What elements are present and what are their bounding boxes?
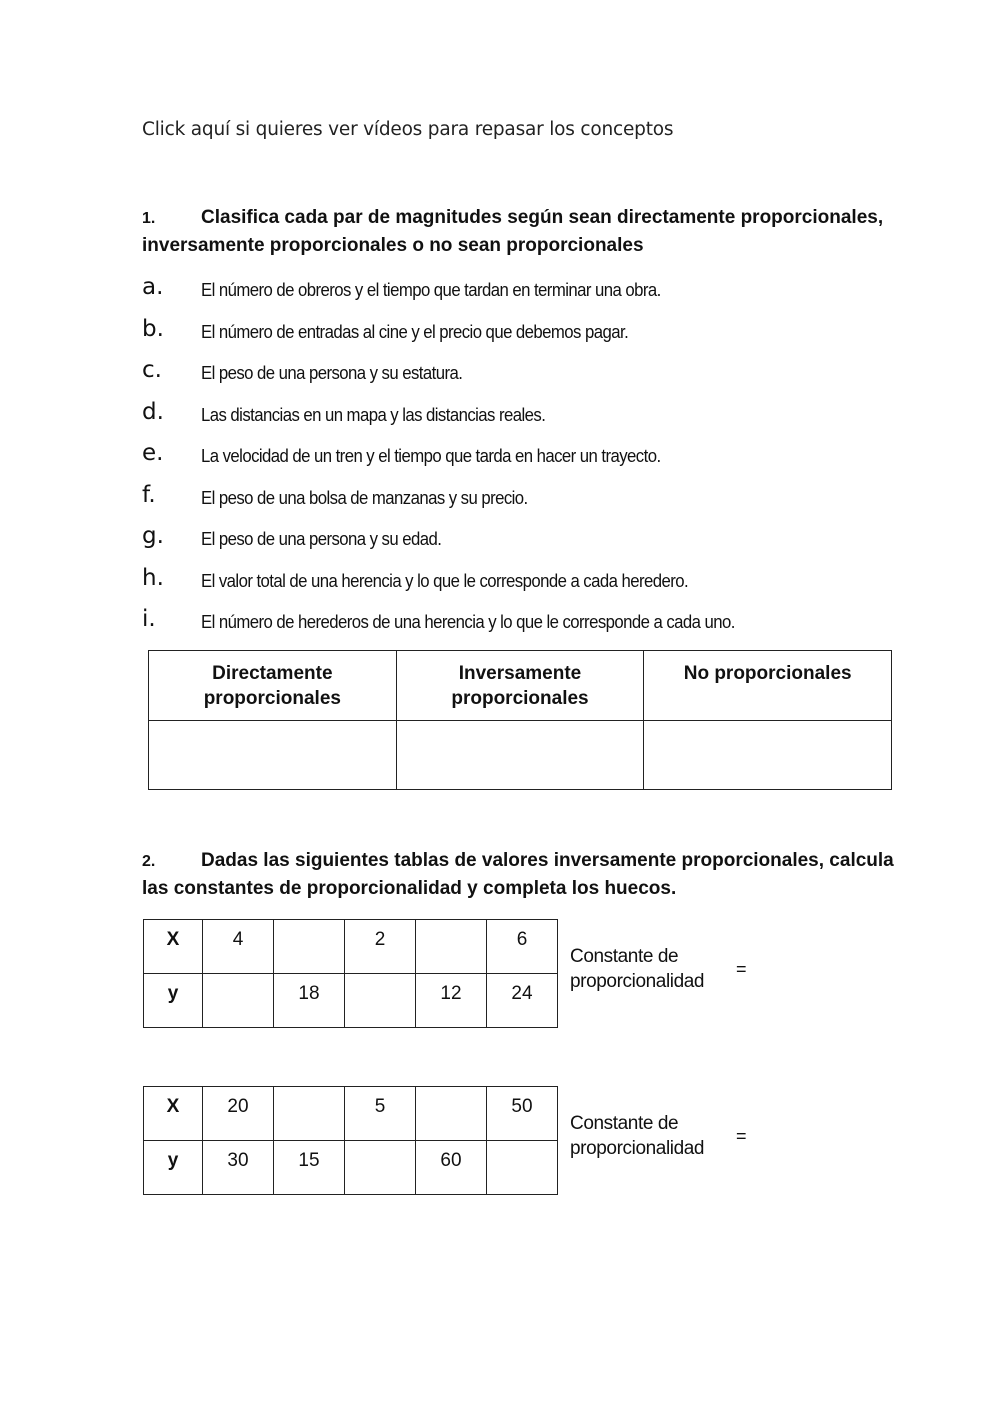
x-cell: 2 [345, 920, 416, 974]
x-label: X [144, 920, 203, 974]
item-letter: h. [142, 564, 164, 591]
y-cell: 18 [274, 974, 345, 1028]
item-text: El número de obreros y el tiempo que tardan en terminar una obra. [201, 280, 661, 300]
x-label: X [144, 1087, 203, 1141]
item-text: El peso de una bolsa de manzanas y su precio. [201, 487, 528, 508]
answer-cell-not-proportional[interactable] [644, 721, 892, 790]
header-direct: Directamente proporcionales [149, 651, 397, 721]
x-cell: 20 [203, 1087, 274, 1141]
y-cell[interactable] [203, 974, 274, 1028]
y-cell[interactable] [345, 1141, 416, 1195]
question-1-title [142, 204, 902, 259]
x-cell[interactable] [274, 1087, 345, 1141]
item-letter: b. [142, 315, 164, 342]
values-table [143, 1086, 558, 1195]
y-cell[interactable] [345, 974, 416, 1028]
item-text: Las distancias en un mapa y las distancias reales. [201, 404, 546, 425]
item-letter: a. [142, 274, 164, 300]
y-cell[interactable] [487, 1141, 558, 1195]
x-cell: 5 [345, 1087, 416, 1141]
item-letter: i. [142, 606, 156, 632]
header-not-proportional: No proporcionales [644, 651, 892, 721]
item-letter: d. [142, 398, 164, 425]
y-cell: 15 [274, 1141, 345, 1195]
y-cell: 12 [416, 974, 487, 1028]
constant-label: Constante de proporcionalidad [570, 1113, 705, 1159]
equals-sign: = [736, 1126, 747, 1146]
item-letter: f. [142, 481, 156, 508]
y-cell: 60 [416, 1141, 487, 1195]
question-number: 2. [142, 853, 156, 870]
videos-link[interactable]: Click aquí si quieres ver vídeos para repasar los conceptos [142, 119, 674, 140]
question-2-title [142, 847, 902, 902]
constant-label: Constante de proporcionalidad [570, 946, 705, 992]
y-label: y [144, 1141, 203, 1195]
item-letter: g. [142, 523, 164, 549]
y-label: y [144, 974, 203, 1028]
x-cell: 50 [487, 1087, 558, 1141]
item-text: El peso de una persona y su estatura. [201, 363, 463, 383]
y-cell: 30 [203, 1141, 274, 1195]
item-letter: c. [142, 357, 162, 383]
question-number: 1. [142, 210, 156, 227]
item-text: El valor total de una herencia y lo que le corresponde a cada heredero. [201, 570, 689, 591]
y-cell: 24 [487, 974, 558, 1028]
x-cell[interactable] [416, 1087, 487, 1141]
question-text: Clasifica cada par de magnitudes según sean directamente proporcionales, inversamente proporcionales o no sean proporcionales [142, 207, 884, 256]
answer-cell-inverse[interactable] [396, 721, 644, 790]
item-text: La velocidad de un tren y el tiempo que tarda en hacer un trayecto. [201, 446, 661, 466]
classification-table [148, 650, 892, 790]
x-cell[interactable] [416, 920, 487, 974]
item-text: El número de herederos de una herencia y lo que le corresponde a cada uno. [201, 612, 735, 632]
answer-cell-direct[interactable] [149, 721, 397, 790]
item-text: El número de entradas al cine y el precio que debemos pagar. [201, 321, 629, 342]
x-cell: 4 [203, 920, 274, 974]
question-text: Dadas las siguientes tablas de valores inversamente proporcionales, calcula las constantes de proporcionalidad y completa los huecos. [142, 850, 894, 899]
x-cell[interactable] [274, 920, 345, 974]
header-inverse: Inversamente proporcionales [396, 651, 644, 721]
item-letter: e. [142, 440, 164, 466]
item-text: El peso de una persona y su edad. [201, 529, 442, 549]
values-table [143, 919, 558, 1028]
equals-sign: = [736, 959, 747, 979]
x-cell: 6 [487, 920, 558, 974]
